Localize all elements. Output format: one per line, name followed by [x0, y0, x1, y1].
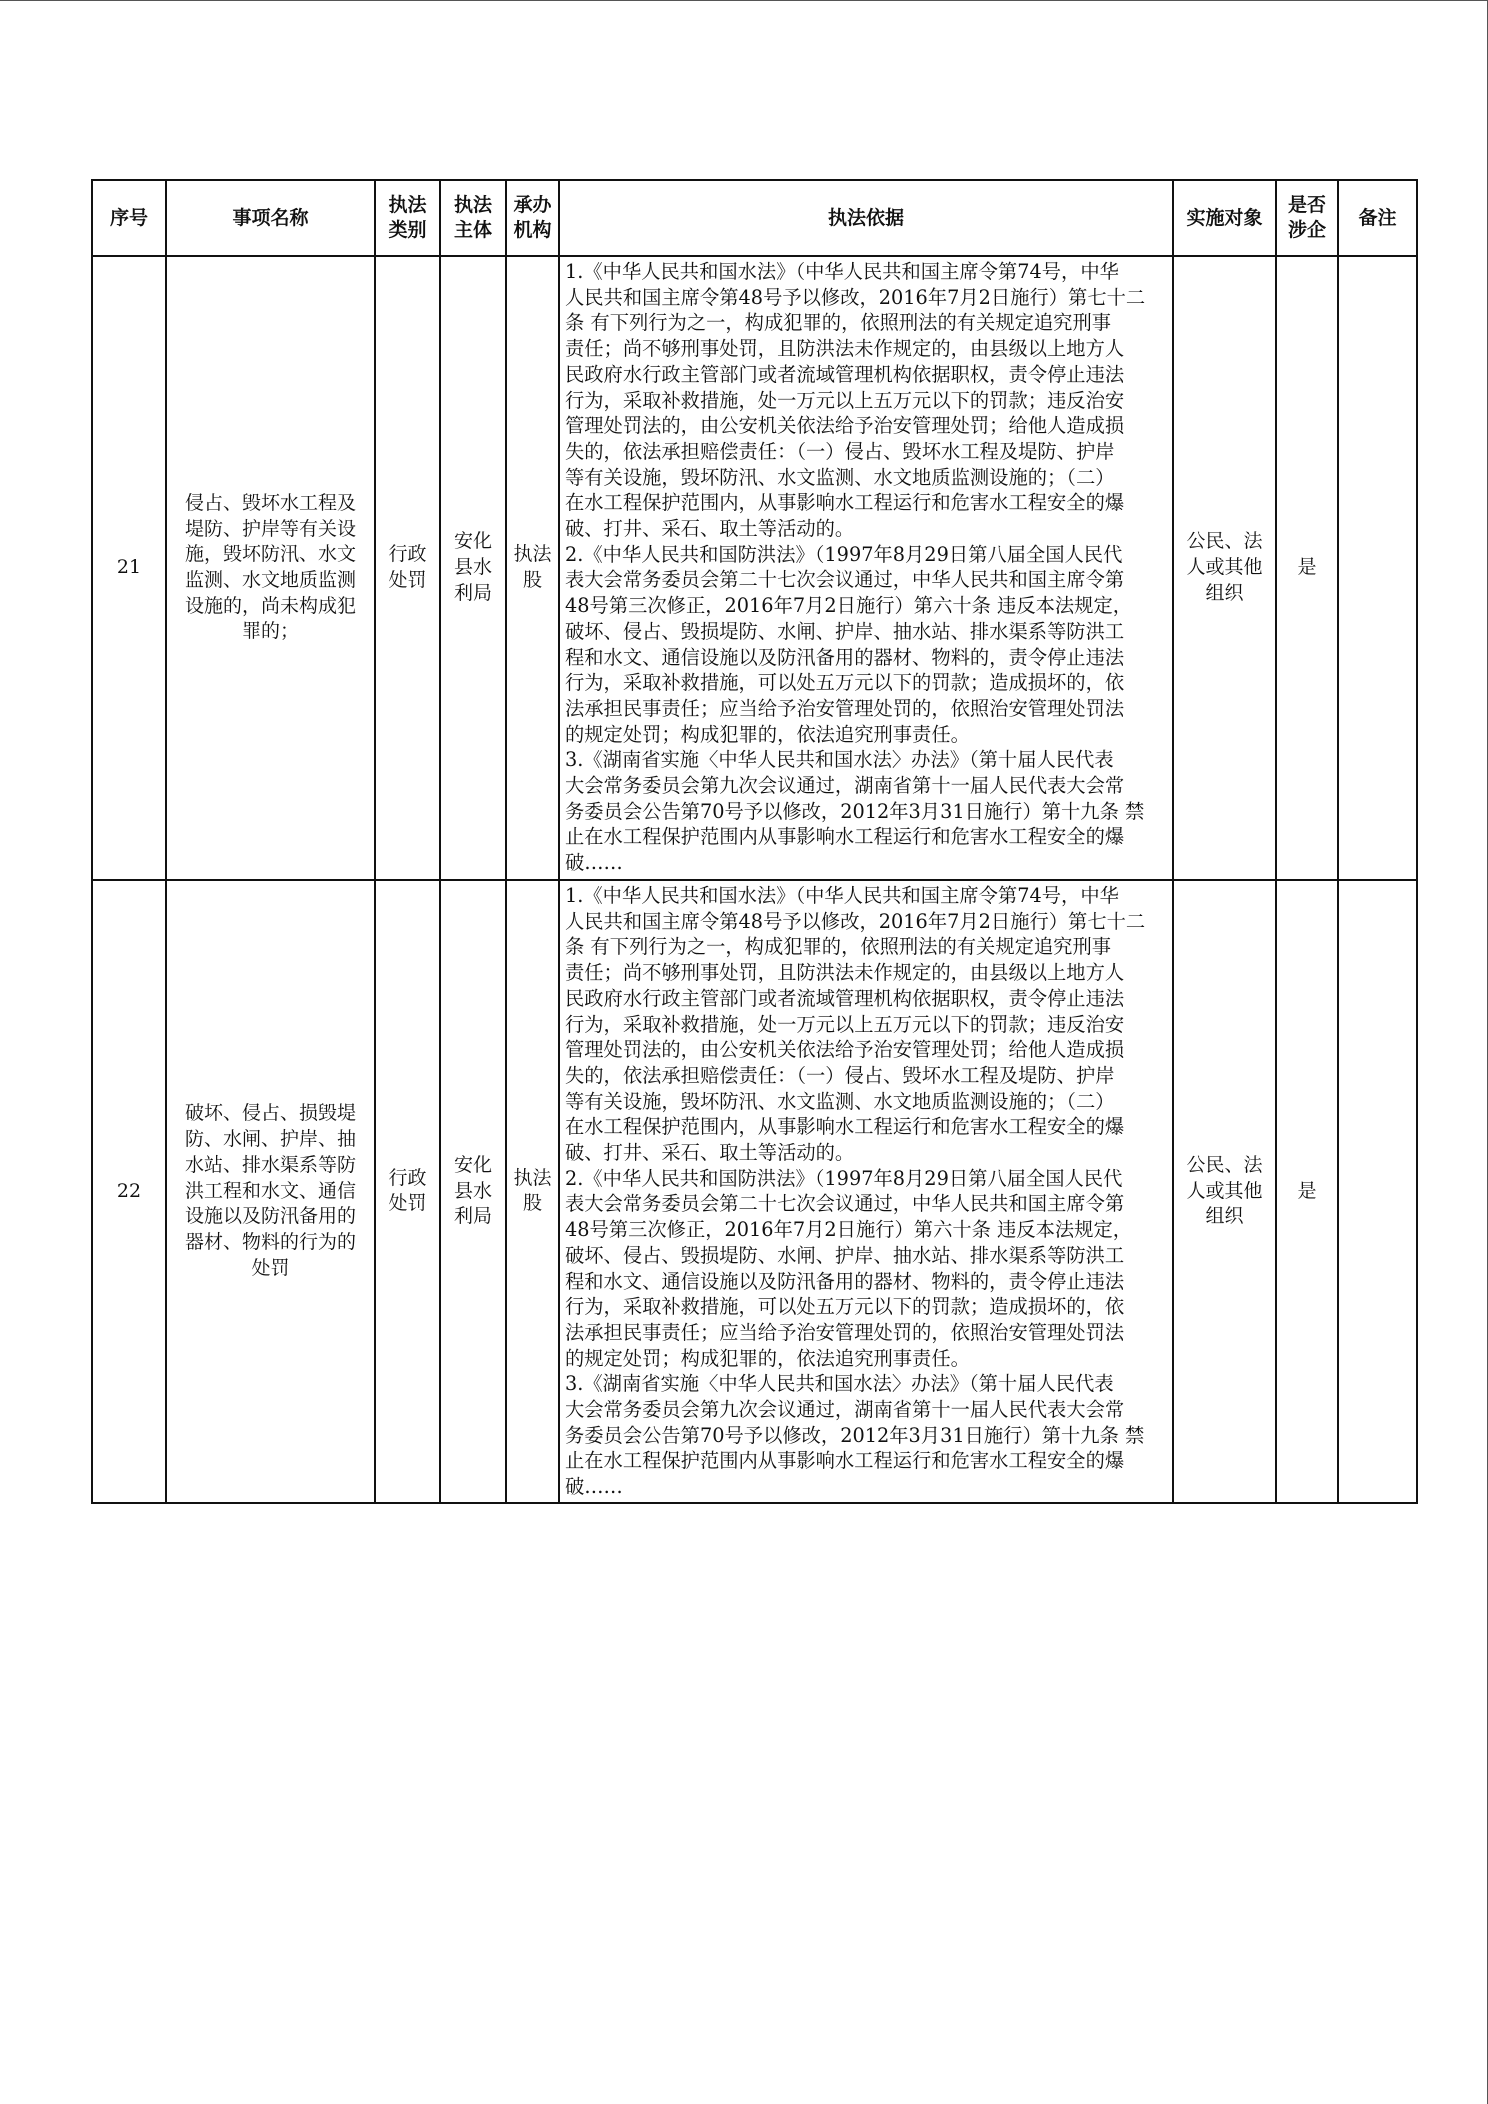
cell-category-text: 行政处罚 — [388, 1166, 427, 1215]
basis-line: 程和水文、通信设施以及防汛备用的器材、物料的，责令停止违法 — [565, 645, 1125, 669]
basis-line: 3.《湖南省实施〈中华人民共和国水法〉办法》（第十届人民代表 — [565, 1372, 1114, 1396]
basis-line: 的规定处罚；构成犯罪的，依法追究刑事责任。 — [565, 722, 970, 746]
cell-item-name-text: 破坏、侵占、损毁堤防、水闸、护岸、抽水站、排水渠系等防洪工程和水文、通信设施以及防汛备用的器材、物料的行为的处罚 — [184, 1102, 356, 1279]
basis-line: 1.《中华人民共和国水法》（中华人民共和国主席令第74号，中华 — [565, 260, 1119, 283]
header-index: 序号 — [92, 180, 166, 256]
cell-basis — [559, 880, 1173, 1503]
cell-target — [1173, 880, 1276, 1503]
header-target: 实施对象 — [1173, 180, 1276, 256]
header-basis: 执法依据 — [559, 180, 1173, 256]
basis-line: 等有关设施，毁坏防汛、水文监测、水文地质监测设施的；（二） — [565, 1089, 1115, 1113]
cell-office-text: 执法股 — [513, 543, 552, 591]
cell-remarks — [1338, 880, 1417, 1503]
cell-index-text: 21 — [116, 556, 142, 579]
basis-line: 破、打井、采石、取土等活动的。 — [565, 1141, 855, 1165]
header-item-name: 事项名称 — [166, 180, 375, 256]
cell-basis — [559, 256, 1173, 880]
cell-remarks — [1338, 256, 1417, 880]
cell-enterprise-text: 是 — [1297, 556, 1317, 579]
basis-line: 破坏、侵占、毁损堤防、水闸、护岸、抽水站、排水渠系等防洪工 — [565, 619, 1125, 643]
cell-index-text: 22 — [116, 1179, 142, 1202]
cell-enterprise — [1276, 880, 1338, 1503]
cell-item-name — [166, 256, 375, 880]
basis-line: 破…… — [565, 851, 623, 875]
basis-line: 破、打井、采石、取土等活动的。 — [565, 517, 855, 541]
cell-subject-text: 安化县水利局 — [454, 1153, 493, 1228]
basis-line: 责任；尚不够刑事处罚，且防洪法未作规定的，由县级以上地方人 — [565, 337, 1125, 361]
basis-line: 人民共和国主席令第48号予以修改，2016年7月2日施行）第七十二 — [565, 285, 1146, 309]
basis-line: 3.《湖南省实施〈中华人民共和国水法〉办法》（第十届人民代表 — [565, 748, 1114, 772]
cell-category — [375, 880, 440, 1503]
cell-office — [506, 880, 559, 1503]
cell-index — [92, 880, 166, 1503]
cell-subject — [440, 256, 506, 880]
basis-line: 务委员会公告第70号予以修改，2012年3月31日施行）第十九条 禁 — [565, 799, 1145, 823]
basis-line: 表大会常务委员会第二十七次会议通过，中华人民共和国主席令第 — [565, 568, 1125, 592]
basis-line: 管理处罚法的，由公安机关依法给予治安管理处罚；给他人造成损 — [565, 414, 1125, 438]
basis-line: 的规定处罚；构成犯罪的，依法追究刑事责任。 — [565, 1346, 970, 1370]
cell-item-name — [166, 880, 375, 1503]
header-office-text: 承办机构 — [513, 194, 552, 241]
basis-line: 法承担民事责任；应当给予治安管理处罚的，依照治安管理处罚法 — [565, 696, 1125, 720]
basis-line: 务委员会公告第70号予以修改，2012年3月31日施行）第十九条 禁 — [565, 1423, 1145, 1447]
header-enterprise-text: 是否涉企 — [1288, 194, 1327, 241]
basis-line: 法承担民事责任；应当给予治安管理处罚的，依照治安管理处罚法 — [565, 1320, 1125, 1344]
header-category-text: 执法类别 — [388, 194, 427, 241]
basis-line: 表大会常务委员会第二十七次会议通过，中华人民共和国主席令第 — [565, 1192, 1125, 1216]
basis-line: 行为，采取补救措施，处一万元以上五万元以下的罚款；违反治安 — [565, 1012, 1125, 1036]
basis-line: 破坏、侵占、毁损堤防、水闸、护岸、抽水站、排水渠系等防洪工 — [565, 1243, 1125, 1267]
cell-target — [1173, 256, 1276, 880]
cell-target-text: 公民、法人或其他组织 — [1186, 530, 1263, 604]
basis-line: 止在水工程保护范围内从事影响水工程运行和危害水工程安全的爆 — [565, 1449, 1125, 1473]
basis-line: 失的，依法承担赔偿责任：（一）侵占、毁坏水工程及堤防、护岸 — [565, 1063, 1115, 1087]
cell-target-text: 公民、法人或其他组织 — [1186, 1153, 1263, 1228]
basis-line: 1.《中华人民共和国水法》（中华人民共和国主席令第74号，中华 — [565, 884, 1119, 907]
basis-line: 程和水文、通信设施以及防汛备用的器材、物料的，责令停止违法 — [565, 1269, 1125, 1293]
cell-index — [92, 256, 166, 880]
basis-line: 止在水工程保护范围内从事影响水工程运行和危害水工程安全的爆 — [565, 825, 1125, 849]
enforcement-items-table — [91, 179, 1418, 1504]
header-subject-text: 执法主体 — [454, 194, 493, 241]
basis-line: 48号第三次修正，2016年7月2日施行）第六十条 违反本法规定， — [565, 594, 1133, 618]
table-row — [92, 880, 1417, 1503]
cell-subject — [440, 880, 506, 1503]
basis-line: 管理处罚法的，由公安机关依法给予治安管理处罚；给他人造成损 — [565, 1038, 1125, 1062]
header-category — [375, 180, 440, 256]
table-row — [92, 256, 1417, 880]
page-top-border — [0, 0, 1488, 1]
basis-line: 等有关设施，毁坏防汛、水文监测、水文地质监测设施的；（二） — [565, 465, 1115, 489]
basis-line: 条 有下列行为之一，构成犯罪的，依照刑法的有关规定追究刑事 — [565, 311, 1112, 335]
basis-line: 条 有下列行为之一，构成犯罪的，依照刑法的有关规定追究刑事 — [565, 935, 1112, 959]
table-header-row — [92, 180, 1417, 256]
cell-category-text: 行政处罚 — [388, 543, 427, 591]
cell-category — [375, 256, 440, 880]
basis-line: 人民共和国主席令第48号予以修改，2016年7月2日施行）第七十二 — [565, 909, 1146, 933]
basis-line: 民政府水行政主管部门或者流域管理机构依据职权，责令停止违法 — [565, 362, 1125, 386]
basis-line: 责任；尚不够刑事处罚，且防洪法未作规定的，由县级以上地方人 — [565, 961, 1125, 985]
cell-office — [506, 256, 559, 880]
basis-line: 在水工程保护范围内，从事影响水工程运行和危害水工程安全的爆 — [565, 491, 1125, 515]
header-office — [506, 180, 559, 256]
basis-line: 民政府水行政主管部门或者流域管理机构依据职权，责令停止违法 — [565, 986, 1125, 1010]
basis-line: 行为，采取补救措施，处一万元以上五万元以下的罚款；违反治安 — [565, 388, 1125, 412]
basis-line: 行为，采取补救措施，可以处五万元以下的罚款；造成损坏的，依 — [565, 1295, 1125, 1319]
basis-line: 失的，依法承担赔偿责任：（一）侵占、毁坏水工程及堤防、护岸 — [565, 439, 1115, 463]
basis-line: 在水工程保护范围内，从事影响水工程运行和危害水工程安全的爆 — [565, 1115, 1125, 1139]
header-subject — [440, 180, 506, 256]
basis-line: 大会常务委员会第九次会议通过，湖南省第十一届人民代表大会常 — [565, 1398, 1125, 1422]
basis-line: 破…… — [565, 1475, 623, 1499]
cell-enterprise — [1276, 256, 1338, 880]
cell-enterprise-text: 是 — [1297, 1179, 1317, 1202]
basis-line: 大会常务委员会第九次会议通过，湖南省第十一届人民代表大会常 — [565, 774, 1125, 798]
basis-line: 2.《中华人民共和国防洪法》（1997年8月29日第八届全国人民代 — [565, 1166, 1123, 1190]
cell-office-text: 执法股 — [513, 1166, 552, 1215]
basis-line: 2.《中华人民共和国防洪法》（1997年8月29日第八届全国人民代 — [565, 542, 1123, 566]
header-remarks: 备注 — [1338, 180, 1417, 256]
basis-line: 行为，采取补救措施，可以处五万元以下的罚款；造成损坏的，依 — [565, 671, 1125, 695]
cell-subject-text: 安化县水利局 — [454, 530, 493, 604]
header-enterprise — [1276, 180, 1338, 256]
cell-item-name-text: 侵占、毁坏水工程及堤防、护岸等有关设施，毁坏防汛、水文监测、水文地质监测设施的，尚未构成犯罪的； — [184, 491, 356, 643]
basis-line: 48号第三次修正，2016年7月2日施行）第六十条 违反本法规定， — [565, 1218, 1133, 1242]
